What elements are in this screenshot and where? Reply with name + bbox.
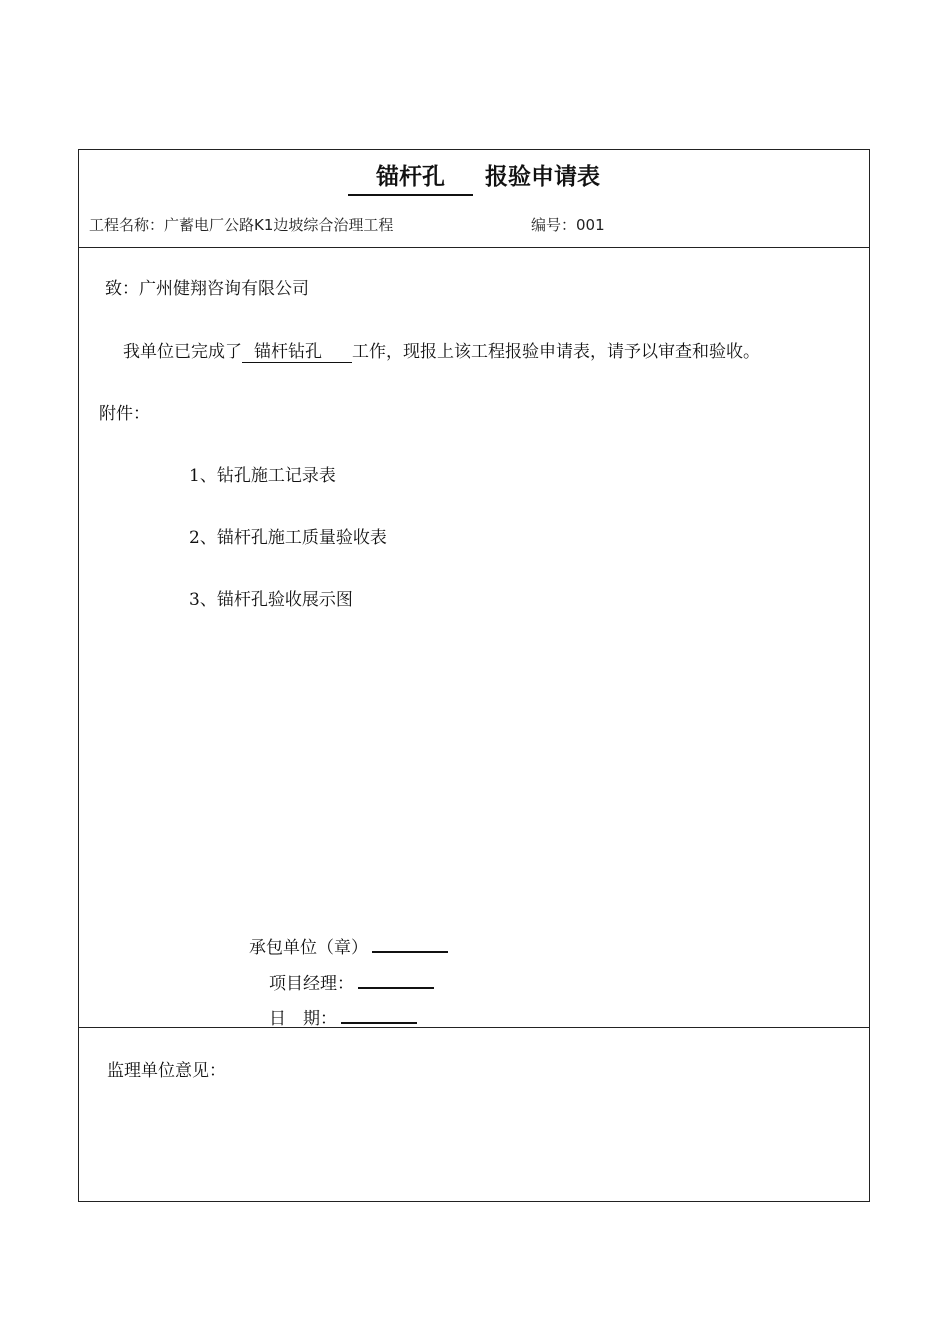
statement-suffix: 工作，现报上该工程报验申请表，请予以审查和验收。 bbox=[352, 342, 760, 362]
contractor-blank bbox=[372, 933, 448, 953]
opinion-divider bbox=[79, 1027, 869, 1028]
form-title-text: 报验申请表 bbox=[485, 164, 600, 190]
supervisor-opinion-label: 监理单位意见： bbox=[107, 1061, 226, 1081]
date-blank bbox=[341, 1004, 417, 1024]
attachments-label: 附件： bbox=[99, 404, 150, 424]
inspection-request-form bbox=[78, 149, 870, 1202]
attachment-item: 2、锚杆孔施工质量验收表 bbox=[189, 528, 387, 548]
contractor-signature bbox=[249, 933, 448, 958]
form-title-item: 锚杆孔 bbox=[348, 164, 473, 196]
project-name: 工程名称：广蓄电厂公路K1边坡综合治理工程 bbox=[89, 216, 394, 234]
recipient: 致：广州健翔咨询有限公司 bbox=[105, 279, 309, 299]
date-signature bbox=[269, 1004, 417, 1029]
contractor-label: 承包单位（章） bbox=[249, 938, 368, 958]
completed-work: 锚杆钻孔 bbox=[242, 337, 352, 363]
date-label: 日 期： bbox=[269, 1009, 337, 1029]
manager-signature bbox=[269, 969, 434, 994]
request-statement bbox=[123, 337, 760, 363]
manager-blank bbox=[358, 969, 434, 989]
statement-prefix: 我单位已完成了 bbox=[123, 342, 242, 362]
serial-number: 编号：001 bbox=[531, 216, 605, 234]
header-divider bbox=[79, 247, 869, 248]
attachment-item: 3、锚杆孔验收展示图 bbox=[189, 590, 353, 610]
manager-label: 项目经理： bbox=[269, 974, 354, 994]
attachment-item: 1、钻孔施工记录表 bbox=[189, 466, 336, 486]
form-title bbox=[79, 158, 869, 196]
